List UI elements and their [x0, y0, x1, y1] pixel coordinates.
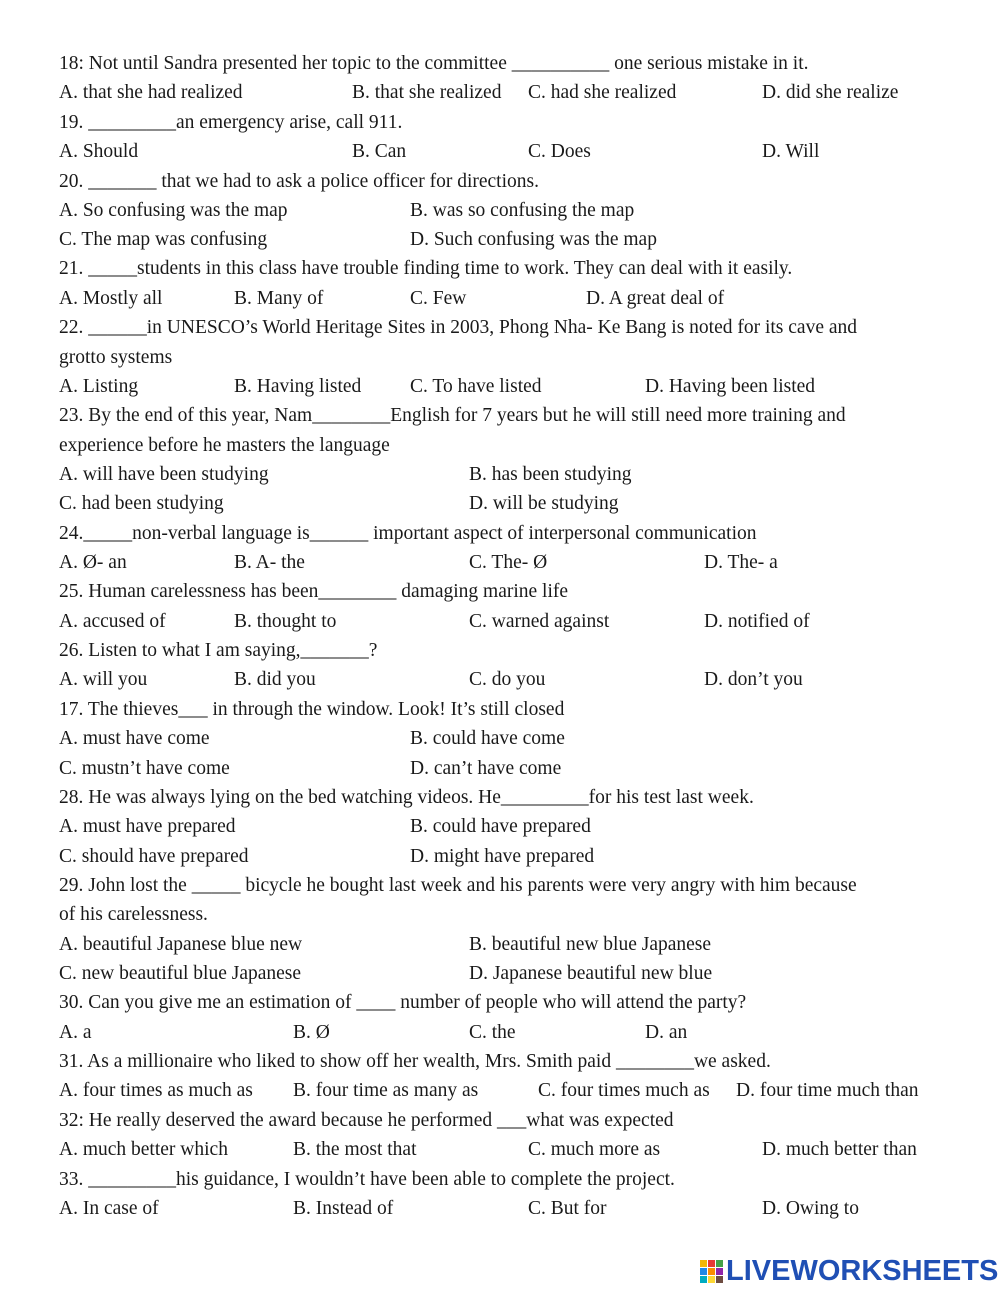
answer-option[interactable]: A. must have come: [59, 728, 210, 749]
logo-square: [700, 1268, 707, 1275]
logo-square: [700, 1276, 707, 1283]
logo-square: [700, 1260, 707, 1267]
answer-option[interactable]: C. The- Ø: [469, 552, 548, 573]
question-stem-continued: grotto systems: [59, 347, 173, 368]
answer-option[interactable]: A. accused of: [59, 611, 166, 632]
answer-option[interactable]: A. four times as much as: [59, 1080, 253, 1101]
answer-option[interactable]: C. do you: [469, 669, 546, 690]
answer-option[interactable]: C. To have listed: [410, 376, 542, 397]
answer-option[interactable]: C. Does: [528, 141, 591, 162]
answer-option[interactable]: C. warned against: [469, 611, 610, 632]
answer-option[interactable]: C. Few: [410, 288, 467, 309]
answer-option[interactable]: C. new beautiful blue Japanese: [59, 963, 302, 984]
question-stem: 26. Listen to what I am saying,_______?: [59, 640, 378, 661]
answer-option[interactable]: B. Can: [352, 141, 407, 162]
logo-square: [708, 1276, 715, 1283]
answer-option[interactable]: A. Listing: [59, 376, 139, 397]
answer-option[interactable]: D. might have prepared: [410, 846, 595, 867]
logo-square: [708, 1268, 715, 1275]
question-stem-continued: experience before he masters the language: [59, 435, 390, 456]
answer-option[interactable]: D. Having been listed: [645, 376, 816, 397]
answer-option[interactable]: D. Japanese beautiful new blue: [469, 963, 713, 984]
answer-option[interactable]: B. did you: [234, 669, 316, 690]
question-stem: 24._____non-verbal language is______ important aspect of interpersonal communication: [59, 523, 757, 544]
answer-option[interactable]: D. Such confusing was the map: [410, 229, 657, 250]
answer-option[interactable]: D. notified of: [704, 611, 810, 632]
liveworksheets-wordmark: LIVEWORKSHEETS: [726, 1254, 999, 1287]
question-stem: 28. He was always lying on the bed watching videos. He_________for his test last week.: [59, 787, 754, 808]
liveworksheets-logo-icon: [700, 1260, 723, 1283]
logo-square: [716, 1260, 723, 1267]
answer-option[interactable]: B. Instead of: [293, 1198, 394, 1219]
answer-option[interactable]: B. Ø: [293, 1022, 330, 1043]
answer-option[interactable]: B. Having listed: [234, 376, 362, 397]
answer-option[interactable]: B. A- the: [234, 552, 305, 573]
answer-option[interactable]: A. much better which: [59, 1139, 228, 1160]
answer-option[interactable]: A. Mostly all: [59, 288, 163, 309]
answer-option[interactable]: A. must have prepared: [59, 816, 236, 837]
question-stem: 33. _________his guidance, I wouldn’t have been able to complete the project.: [59, 1169, 675, 1190]
answer-option[interactable]: C. But for: [528, 1198, 607, 1219]
answer-option[interactable]: D. A great deal of: [586, 288, 725, 309]
answer-option[interactable]: A. Ø- an: [59, 552, 127, 573]
answer-option[interactable]: A. will have been studying: [59, 464, 269, 485]
answer-option[interactable]: B. the most that: [293, 1139, 417, 1160]
answer-option[interactable]: C. four times much as: [538, 1080, 710, 1101]
answer-option[interactable]: A. beautiful Japanese blue new: [59, 934, 303, 955]
question-stem-continued: of his carelessness.: [59, 904, 208, 925]
question-stem: 23. By the end of this year, Nam________English for 7 years but he will still need more training and: [59, 405, 846, 426]
answer-option[interactable]: B. Many of: [234, 288, 324, 309]
answer-option[interactable]: D. did she realize: [762, 82, 899, 103]
answer-option[interactable]: C. The map was confusing: [59, 229, 268, 250]
answer-option[interactable]: D. can’t have come: [410, 758, 562, 779]
question-stem: 29. John lost the _____ bicycle he bought last week and his parents were very angry with him because: [59, 875, 857, 896]
answer-option[interactable]: D. will be studying: [469, 493, 619, 514]
liveworksheets-logo: [700, 1254, 998, 1288]
answer-option[interactable]: B. could have come: [410, 728, 565, 749]
answer-option[interactable]: D. The- a: [704, 552, 778, 573]
answer-option[interactable]: A. So confusing was the map: [59, 200, 288, 221]
question-stem: 32: He really deserved the award because he performed ___what was expected: [59, 1110, 674, 1131]
answer-option[interactable]: D. Will: [762, 141, 820, 162]
answer-option[interactable]: D. an: [645, 1022, 688, 1043]
answer-option[interactable]: B. beautiful new blue Japanese: [469, 934, 712, 955]
answer-option[interactable]: C. should have prepared: [59, 846, 249, 867]
answer-option[interactable]: B. has been studying: [469, 464, 632, 485]
answer-option[interactable]: B. four time as many as: [293, 1080, 479, 1101]
question-stem: 31. As a millionaire who liked to show off her wealth, Mrs. Smith paid ________we asked.: [59, 1051, 771, 1072]
answer-option[interactable]: D. four time much than: [736, 1080, 919, 1101]
question-stem: 21. _____students in this class have trouble finding time to work. They can deal with it easily.: [59, 258, 793, 279]
answer-option[interactable]: C. the: [469, 1022, 516, 1043]
answer-option[interactable]: A. a: [59, 1022, 92, 1043]
question-stem: 25. Human carelessness has been________ damaging marine life: [59, 581, 569, 602]
answer-option[interactable]: D. much better than: [762, 1139, 917, 1160]
answer-option[interactable]: A. Should: [59, 141, 139, 162]
answer-option[interactable]: C. much more as: [528, 1139, 661, 1160]
question-stem: 22. ______in UNESCO’s World Heritage Sites in 2003, Phong Nha- Ke Bang is noted for its cave and: [59, 317, 858, 338]
logo-square: [708, 1260, 715, 1267]
question-stem: 17. The thieves___ in through the window. Look! It’s still closed: [59, 699, 565, 720]
answer-option[interactable]: C. mustn’t have come: [59, 758, 230, 779]
logo-square: [716, 1276, 723, 1283]
answer-option[interactable]: A. will you: [59, 669, 148, 690]
answer-option[interactable]: B. could have prepared: [410, 816, 591, 837]
question-stem: 18: Not until Sandra presented her topic to the committee __________ one serious mistake in it.: [59, 53, 809, 74]
answer-option[interactable]: B. that she realized: [352, 82, 502, 103]
answer-option[interactable]: C. had she realized: [528, 82, 677, 103]
answer-option[interactable]: A. that she had realized: [59, 82, 243, 103]
answer-option[interactable]: A. In case of: [59, 1198, 159, 1219]
answer-option[interactable]: B. thought to: [234, 611, 337, 632]
answer-option[interactable]: D. don’t you: [704, 669, 803, 690]
answer-option[interactable]: D. Owing to: [762, 1198, 859, 1219]
question-stem: 30. Can you give me an estimation of ____ number of people who will attend the party?: [59, 992, 747, 1013]
logo-square: [716, 1268, 723, 1275]
question-stem: 20. _______ that we had to ask a police officer for directions.: [59, 171, 539, 192]
question-stem: 19. _________an emergency arise, call 911.: [59, 112, 403, 133]
answer-option[interactable]: C. had been studying: [59, 493, 224, 514]
answer-option[interactable]: B. was so confusing the map: [410, 200, 635, 221]
